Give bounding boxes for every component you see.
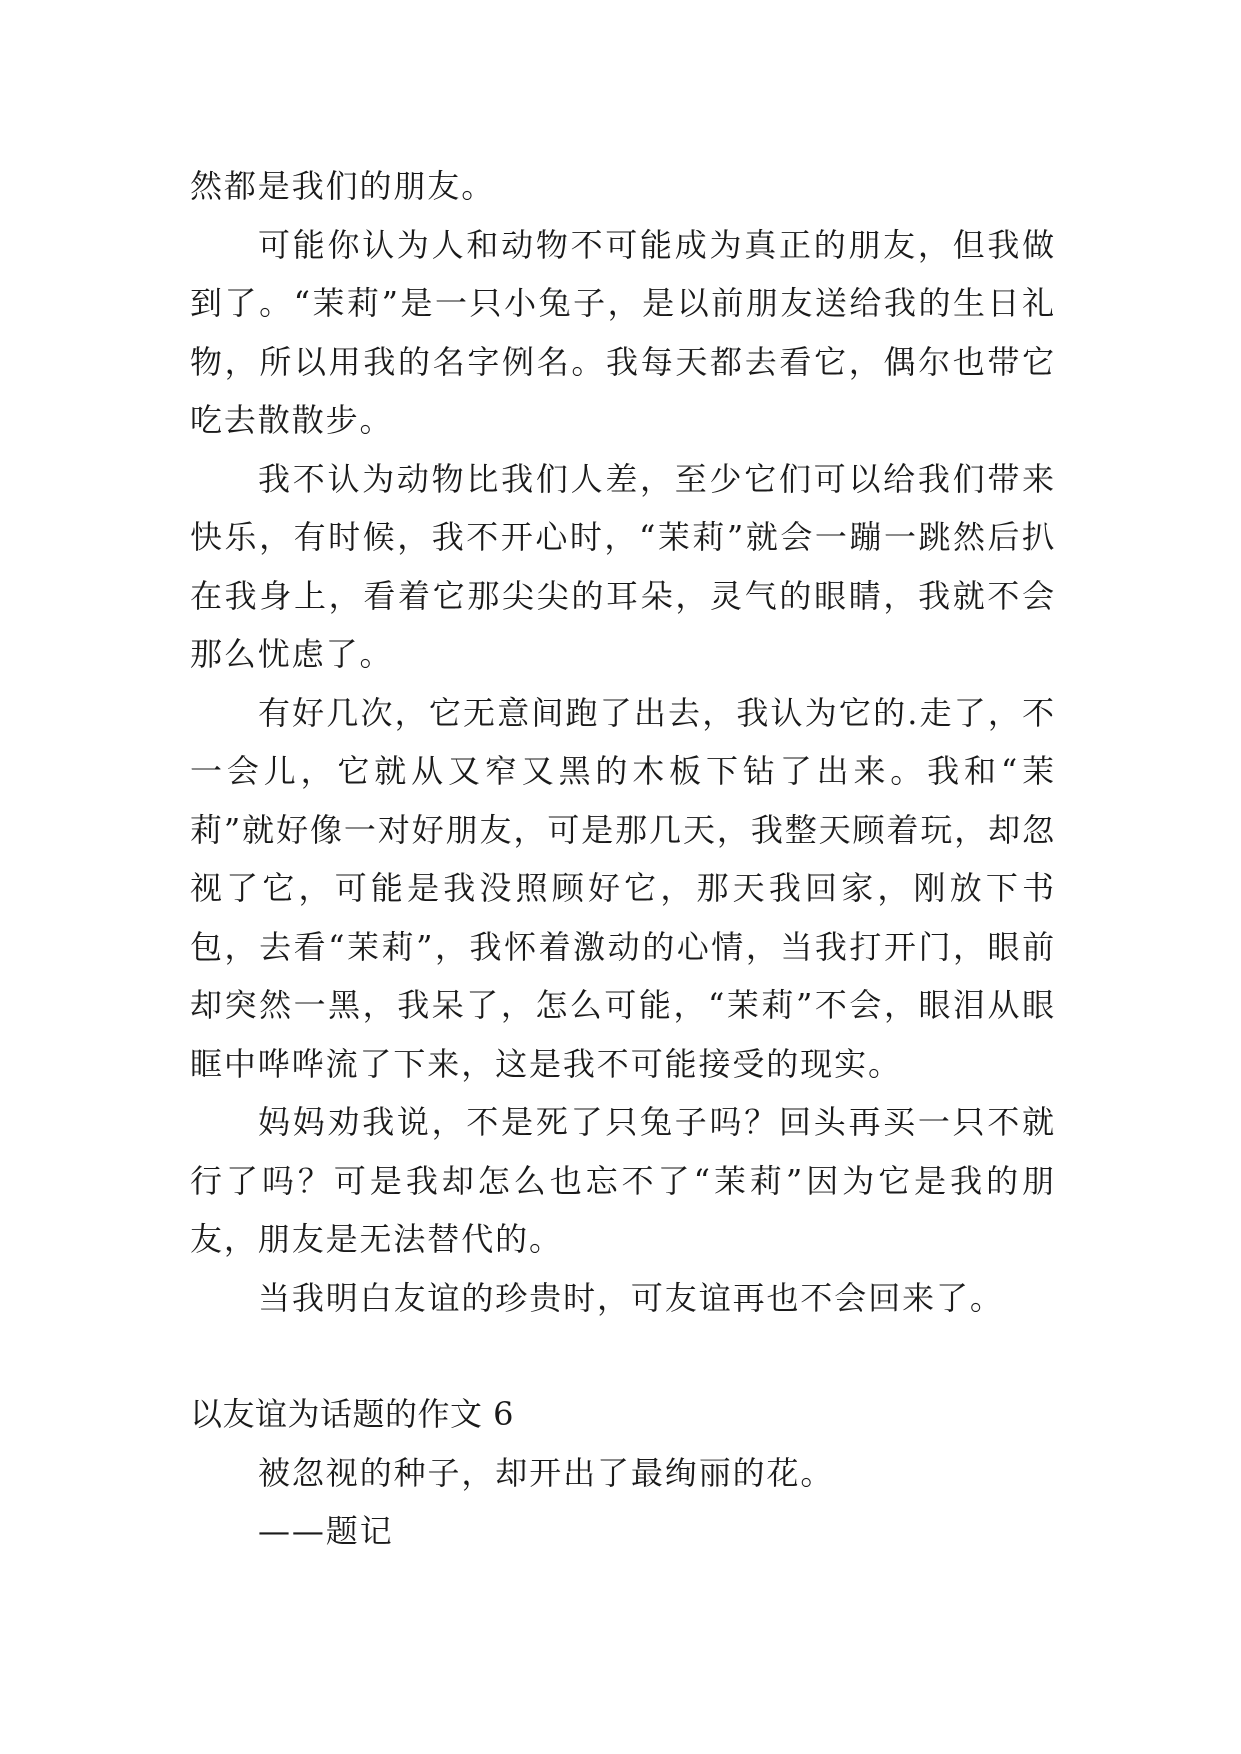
section-gap	[190, 1327, 1056, 1385]
paragraph: 妈妈劝我说，不是死了只兔子吗？回头再买一只不就行了吗？可是我却怎么也忘不了“茉莉”因为它是我的朋友，朋友是无法替代的。	[190, 1103, 1056, 1258]
paragraph: 被忽视的种子，却开出了最绚丽的花。	[258, 1453, 835, 1492]
document-body	[190, 157, 1056, 1561]
paragraph: 然都是我们的朋友。	[190, 167, 496, 205]
epigraph-attribution: ——题记	[258, 1512, 394, 1550]
paragraph: 可能你认为人和动物不可能成为真正的朋友，但我做到了。“茉莉”是一只小兔子，是以前朋友送给我的生日礼物，所以用我的名字例名。我每天都去看它，偶尔也带它吃去散散步。	[190, 225, 1056, 439]
paragraph: 当我明白友谊的珍贵时，可友谊再也不会回来了。	[258, 1278, 1004, 1317]
section-heading: 以友谊为话题的作文 6	[190, 1395, 515, 1433]
paragraph: 我不认为动物比我们人差，至少它们可以给我们带来快乐，有时候，我不开心时，“茉莉”就会一蹦一跳然后扒在我身上，看着它那尖尖的耳朵，灵气的眼睛，我就不会那么忧虑了。	[190, 459, 1056, 673]
paragraph: 有好几次，它无意间跑了出去，我认为它的.走了，不一会儿，它就从又窄又黑的木板下钻了出来。我和“茉莉”就好像一对好朋友，可是那几天，我整天顾着玩，却忽视了它，可能是我没照顾好它，那天我回家，刚放下书包，去看“茉莉”，我怀着激动的心情，当我打开门，眼前却突然一黑，我呆了，怎么可能，“茉莉”不会，眼泪从眼眶中哗哗流了下来，这是我不可能接受的现实。	[190, 693, 1056, 1083]
